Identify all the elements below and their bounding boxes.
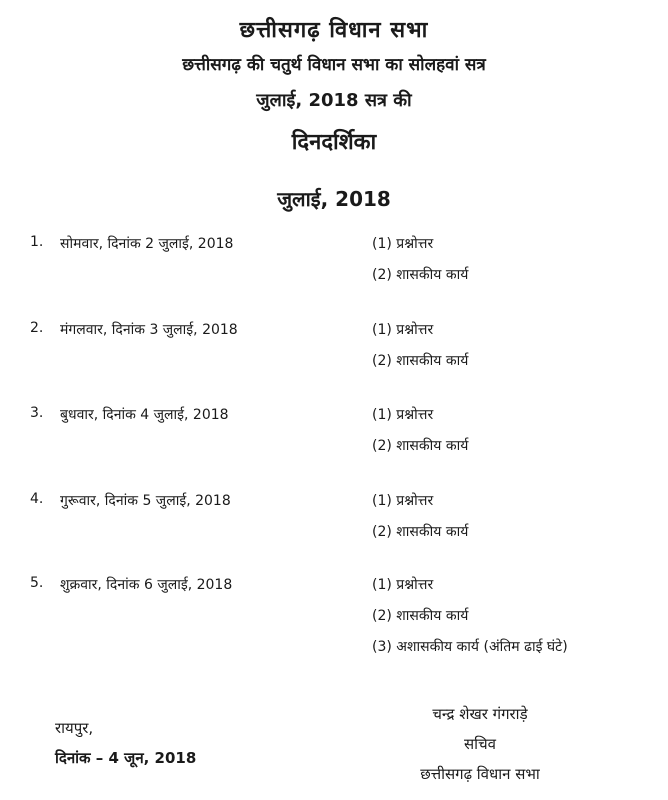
entry-item: (1) प्रश्नोत्तर xyxy=(372,577,434,593)
entry-number: 3. xyxy=(30,405,44,421)
signatory-org: छत्तीसगढ़ विधान सभा xyxy=(420,765,540,783)
entry-items xyxy=(372,405,468,467)
entry-items xyxy=(372,575,568,668)
session-subtitle: छत्तीसगढ़ की चतुर्थ विधान सभा का सोलहवां सत्र xyxy=(182,55,486,75)
month-heading: जुलाई, 2018 xyxy=(277,187,391,211)
entry-day-date: सोमवार, दिनांक 2 जुलाई, 2018 xyxy=(60,236,234,252)
entry-day-date: मंगलवार, दिनांक 3 जुलाई, 2018 xyxy=(60,322,238,338)
entry-day-date: बुधवार, दिनांक 4 जुलाई, 2018 xyxy=(60,407,229,423)
entry-item: (3) अशासकीय कार्य (अंतिम ढाई घंटे) xyxy=(372,639,568,655)
entry-items xyxy=(372,491,468,553)
entry-item: (2) शासकीय कार्य xyxy=(372,524,469,540)
entry-item: (2) शासकीय कार्य xyxy=(372,353,469,369)
entry-number: 5. xyxy=(30,575,44,591)
entry-day-date: गुरूवार, दिनांक 5 जुलाई, 2018 xyxy=(60,493,231,509)
entry-number: 4. xyxy=(30,491,44,507)
issue-date: दिनांक – 4 जून, 2018 xyxy=(55,749,197,767)
assembly-title: छत्तीसगढ़ विधान सभा xyxy=(239,18,429,43)
entry-item: (2) शासकीय कार्य xyxy=(372,267,469,283)
entry-item: (1) प्रश्नोत्तर xyxy=(372,407,434,423)
calendar-heading: दिनदर्शिका xyxy=(291,130,377,155)
entry-number: 2. xyxy=(30,320,44,336)
entry-item: (2) शासकीय कार्य xyxy=(372,608,469,624)
signature-block xyxy=(380,703,580,793)
entry-items xyxy=(372,234,468,296)
entry-items xyxy=(372,320,468,382)
entry-number: 1. xyxy=(30,234,44,250)
entry-day-date: शुक्रवार, दिनांक 6 जुलाई, 2018 xyxy=(60,577,233,593)
entry-item: (1) प्रश्नोत्तर xyxy=(372,322,434,338)
session-line: जुलाई, 2018 सत्र की xyxy=(256,90,412,111)
place-line: रायपुर, xyxy=(55,719,94,737)
signatory-name: चन्द्र शेखर गंगराड़े xyxy=(432,705,528,723)
signatory-title: सचिव xyxy=(464,735,496,753)
entry-item: (1) प्रश्नोत्तर xyxy=(372,236,434,252)
entry-item: (1) प्रश्नोत्तर xyxy=(372,493,434,509)
entry-item: (2) शासकीय कार्य xyxy=(372,438,469,454)
